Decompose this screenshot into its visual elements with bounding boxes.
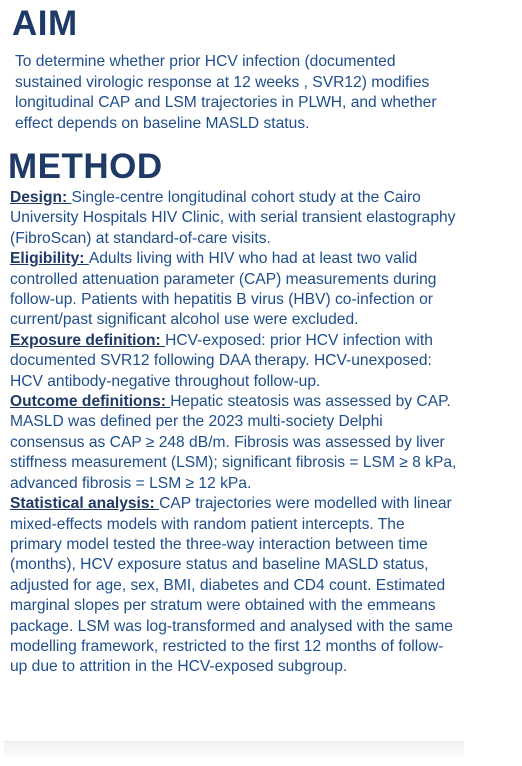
aim-heading: AIM	[12, 4, 78, 43]
design-text: Single-centre longitudinal cohort study at the Cairo University Hospitals HIV Clinic, with serial transient elastography (FibroScan) at standard-of-care visits.	[10, 189, 456, 247]
design-label: Design:	[10, 189, 72, 206]
eligibility-label: Eligibility:	[10, 250, 89, 268]
eligibility-paragraph	[10, 249, 458, 331]
statistical-analysis-label: Statistical analysis:	[10, 495, 160, 513]
design-paragraph	[10, 188, 458, 249]
statistical-analysis-paragraph	[10, 494, 458, 678]
outcome-definitions-paragraph	[10, 392, 458, 494]
outcome-definitions-label: Outcome definitions:	[10, 393, 171, 411]
aim-text: To determine whether prior HCV infection (documented sustained virologic response at 12 weeks , SVR12) modifies longitudinal CAP and LSM trajectories in PLWH, and whether effect depends on baseline MASLD status.	[15, 53, 437, 132]
eligibility-text: Adults living with HIV who had at least two valid controlled attenuation parameter (CAP) measurements during follow-up. Patients with hepatitis B virus (HBV) co-infection or current/past significant alcohol use were excluded.	[10, 250, 437, 329]
statistical-analysis-text: CAP trajectories were modelled with linear mixed-effects models with random patient intercepts. The primary model tested the three-way interaction between time (months), HCV exposure status and baseline MASLD status, adjusted for age, sex, BMI, diabetes and CD4 count. Estimated marginal slopes per stratum were obtained with the emmeans package. LSM was log-transformed and analysed with the same modelling framework, restricted to the first 12 months of follow-up due to attrition in the HCV-exposed subgroup.	[10, 495, 453, 676]
bottom-shadow-divider	[4, 741, 464, 756]
exposure-definition-paragraph	[10, 331, 458, 392]
outcome-definitions-text: Hepatic steatosis was assessed by CAP. MASLD was defined per the 2023 multi-society Delphi consensus as CAP ≥ 248 dB/m. Fibrosis was assessed by liver stiffness measurement (LSM); significant fibrosis = LSM ≥ 8 kPa, advanced fibrosis = LSM ≥ 12 kPa.	[10, 393, 457, 492]
method-body	[10, 188, 458, 678]
method-heading: METHOD	[8, 147, 163, 186]
exposure-definition-label: Exposure definition:	[10, 331, 166, 349]
exposure-definition-text: HCV-exposed: prior HCV infection with documented SVR12 following DAA therapy. HCV-unexposed: HCV antibody-negative throughout follow-up.	[10, 331, 433, 390]
